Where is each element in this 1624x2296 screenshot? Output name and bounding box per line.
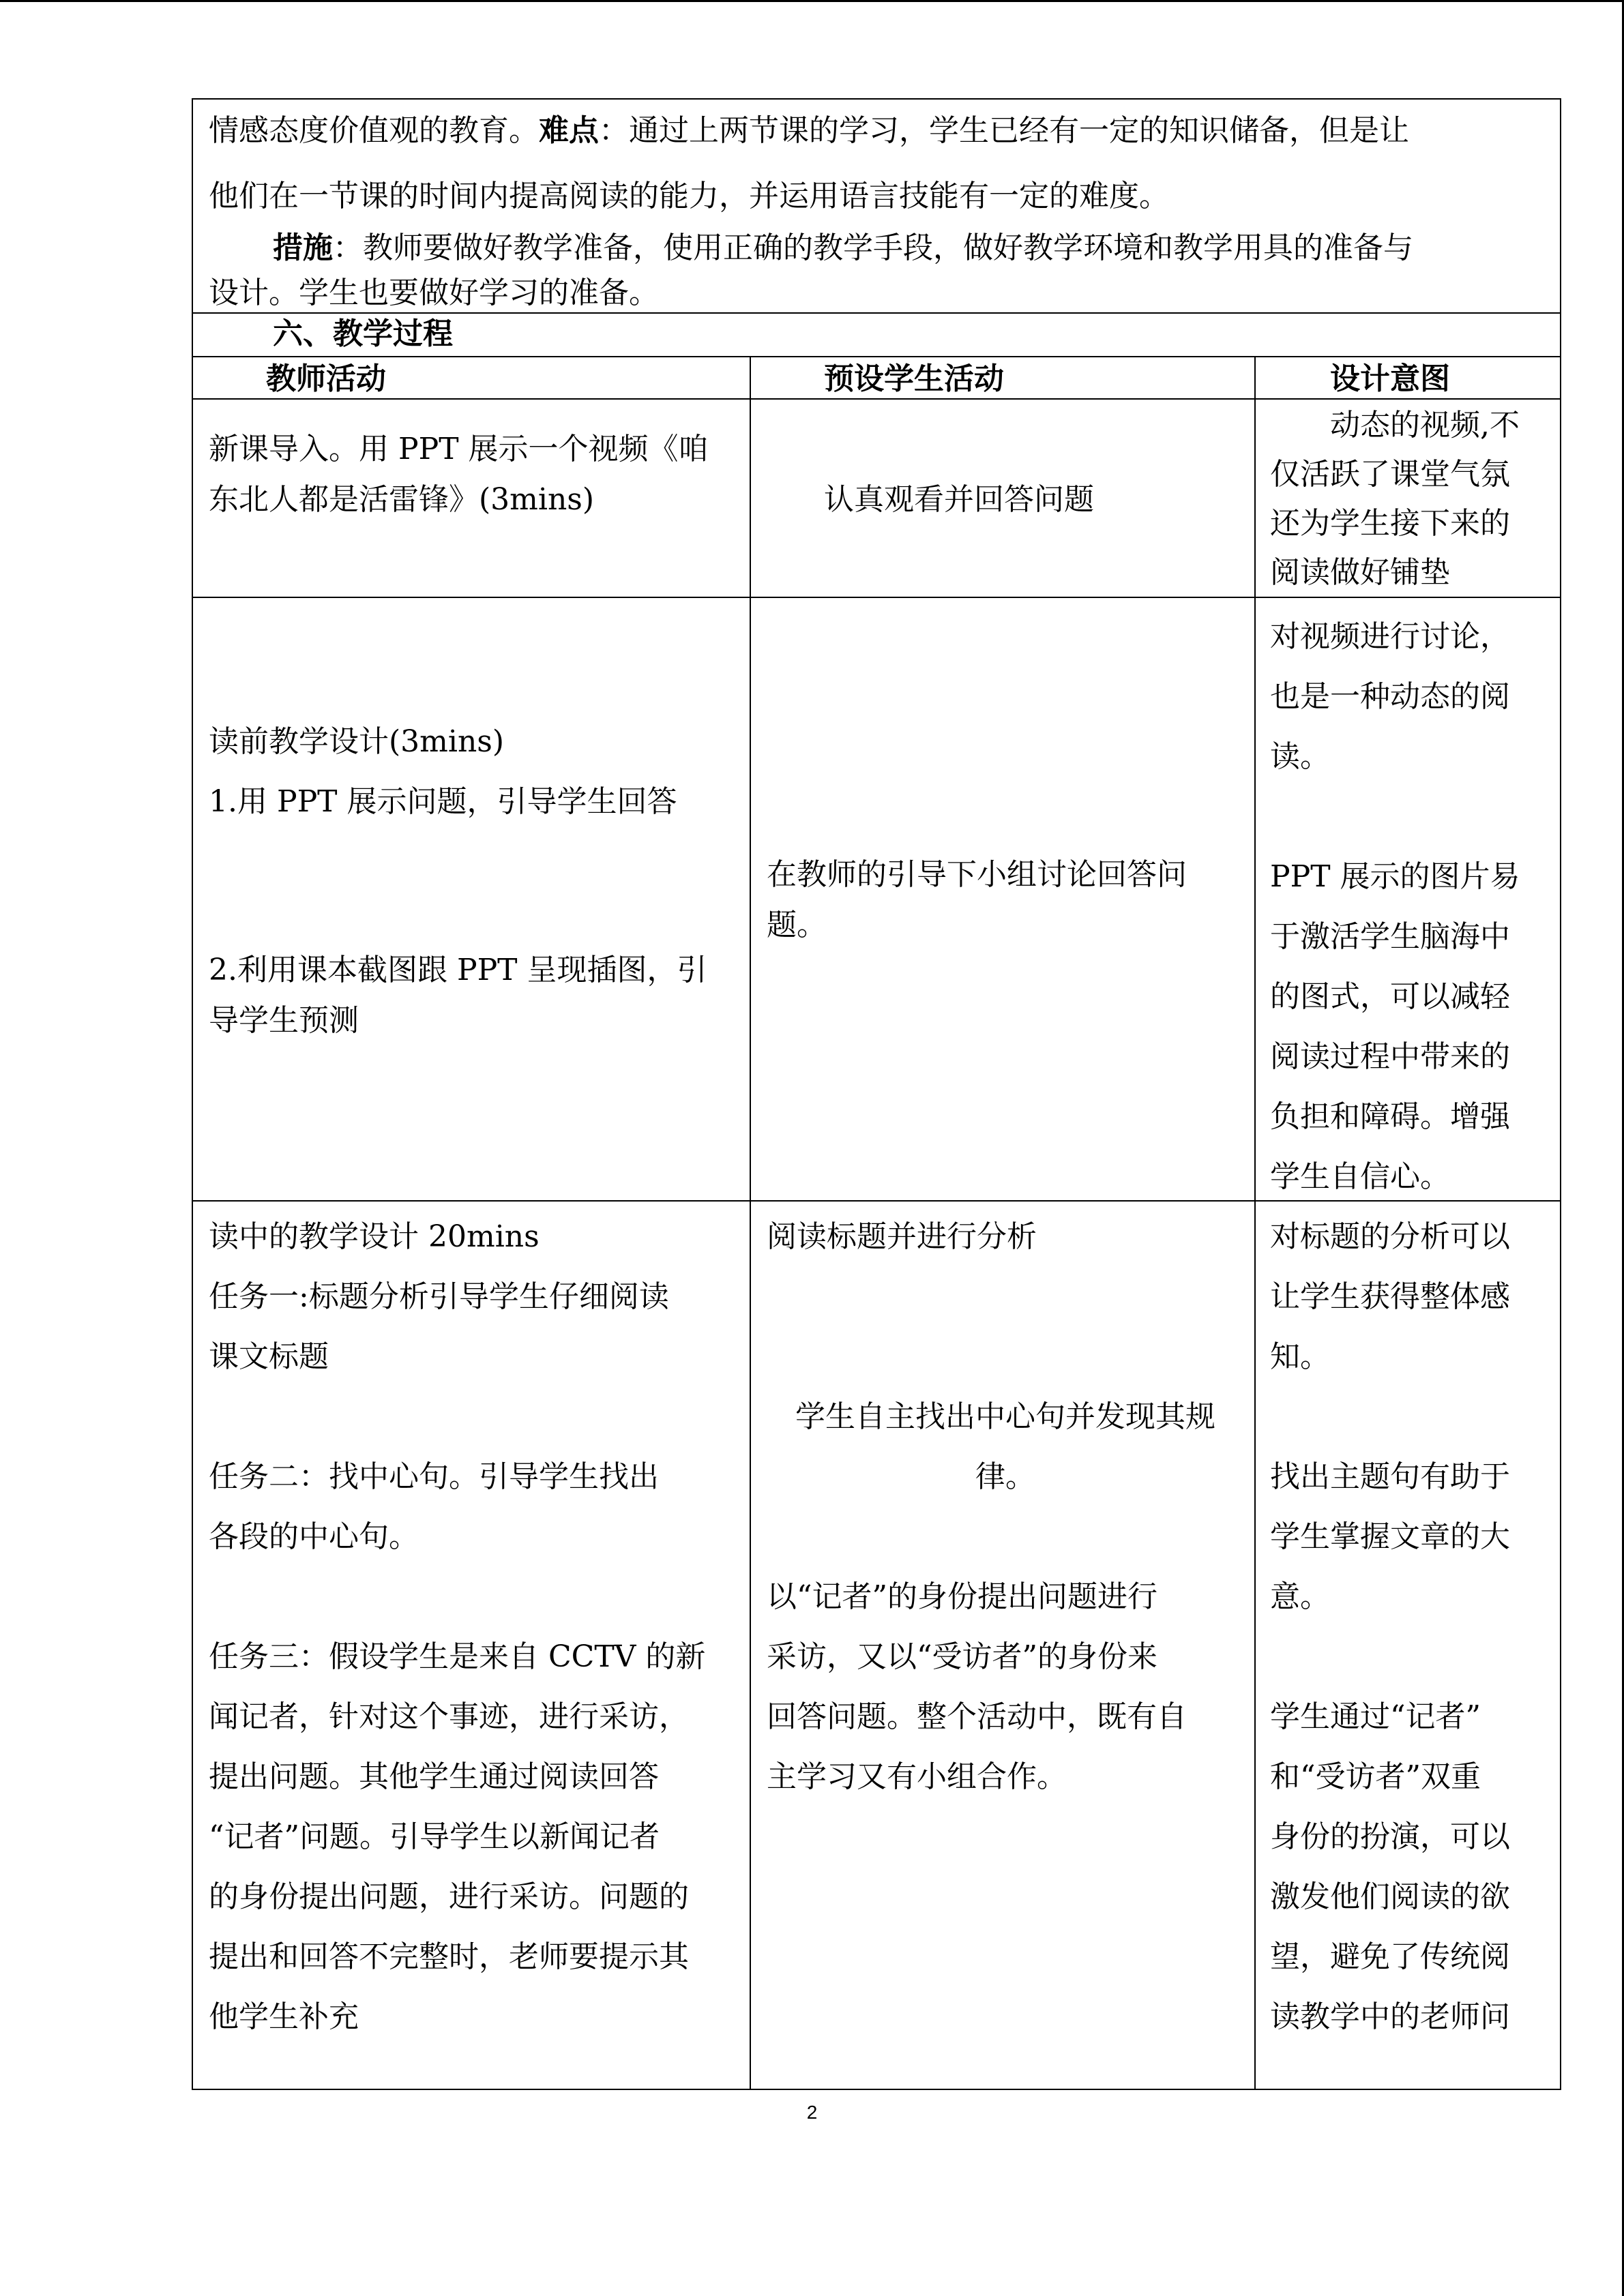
page-number: 2 xyxy=(806,2102,818,2123)
header-student-activity: 预设学生活动 xyxy=(824,361,1004,396)
intro-line-2 xyxy=(209,166,1169,226)
row3-student-cell-a: 阅读标题并进行分析 xyxy=(767,1219,1037,1254)
row2-teacher-cell-a: 读前教学设计(3mins) 1.用 PPT 展示问题，引导学生回答 xyxy=(209,724,677,819)
intro-line2-text: 他们在一节课的时间内提高阅读的能力，并运用语言技能有一定的难度。 xyxy=(209,179,1169,213)
intro-line-1 xyxy=(209,101,1409,161)
column-divider-2 xyxy=(1254,356,1256,2090)
divider-after-header xyxy=(192,398,1561,400)
column-divider-1 xyxy=(750,356,751,2090)
measures-label: 措施 xyxy=(273,230,333,265)
row1-student-cell: 认真观看并回答问题 xyxy=(824,482,1094,517)
row3-student-cell-b: 学生自主找出中心句并发现其规 律。 xyxy=(795,1399,1215,1494)
row2-teacher-cell-b: 2.利用课本截图跟 PPT 呈现插图，引 导学生预测 xyxy=(209,953,707,1038)
header-design-intent: 设计意图 xyxy=(1330,361,1450,396)
row2-student-cell: 在教师的引导下小组讨论回答问 题。 xyxy=(767,857,1187,942)
page-top-border xyxy=(0,0,1624,2)
divider-after-row2 xyxy=(192,1200,1561,1202)
intro-line1-suffix: ：通过上两节课的学习，学生已经有一定的知识储备，但是让 xyxy=(599,113,1409,148)
section-title: 六、教学过程 xyxy=(273,316,453,351)
row3-teacher-cell: 读中的教学设计 20mins 任务一:标题分析引导学生仔细阅读 课文标题 任务二：找中心句。引导学生找出 各段的中心句。 任务三：假设学生是来自 CCTV 的新 闻记者，针对这个事迹，进行采访， 提出问题。其他学生通过阅读回答 “记者”问题。引导学生以新闻记者 的身份提出问题，进行采访。问题的 提出和回答不完整时，老师要提示其 他学生补充 xyxy=(209,1219,706,2034)
row1-intent-cell: 动态的视频,不 仅活跃了课堂气氛 还为学生接下来的 阅读做好铺垫 xyxy=(1270,408,1520,590)
intro-line1-prefix: 情感态度价值观的教育。 xyxy=(209,113,539,148)
row3-student-cell-c: 以“记者”的身份提出问题进行 采访，又以“受访者”的身份来 回答问题。整个活动中，既有自 主学习又有小组合作。 xyxy=(767,1579,1187,1794)
measures-line2-text: 设计。学生也要做好学习的准备。 xyxy=(209,275,659,310)
row2-intent-cell: 对视频进行讨论， 也是一种动态的阅 读。 PPT 展示的图片易 于激活学生脑海中 的图式，可以减轻 阅读过程中带来的 负担和障碍。增强 学生自信心。 xyxy=(1270,619,1520,1194)
difficulty-label: 难点 xyxy=(539,113,599,148)
divider-after-row1 xyxy=(192,597,1561,598)
measures-line1-text: ：教师要做好教学准备，使用正确的教学手段，做好教学环境和教学用具的准备与 xyxy=(333,230,1413,265)
header-teacher-activity: 教师活动 xyxy=(266,361,386,396)
row1-teacher-cell: 新课导入。用 PPT 展示一个视频《咱 东北人都是活雷锋》(3mins) xyxy=(209,432,709,517)
row3-intent-cell: 对标题的分析可以 让学生获得整体感 知。 找出主题句有助于 学生掌握文章的大 意。 学生通过“记者” 和“受访者”双重 身份的扮演，可以 激发他们阅读的欲 望，避免了传统阅 读教学中的老师问 xyxy=(1270,1219,1510,2034)
